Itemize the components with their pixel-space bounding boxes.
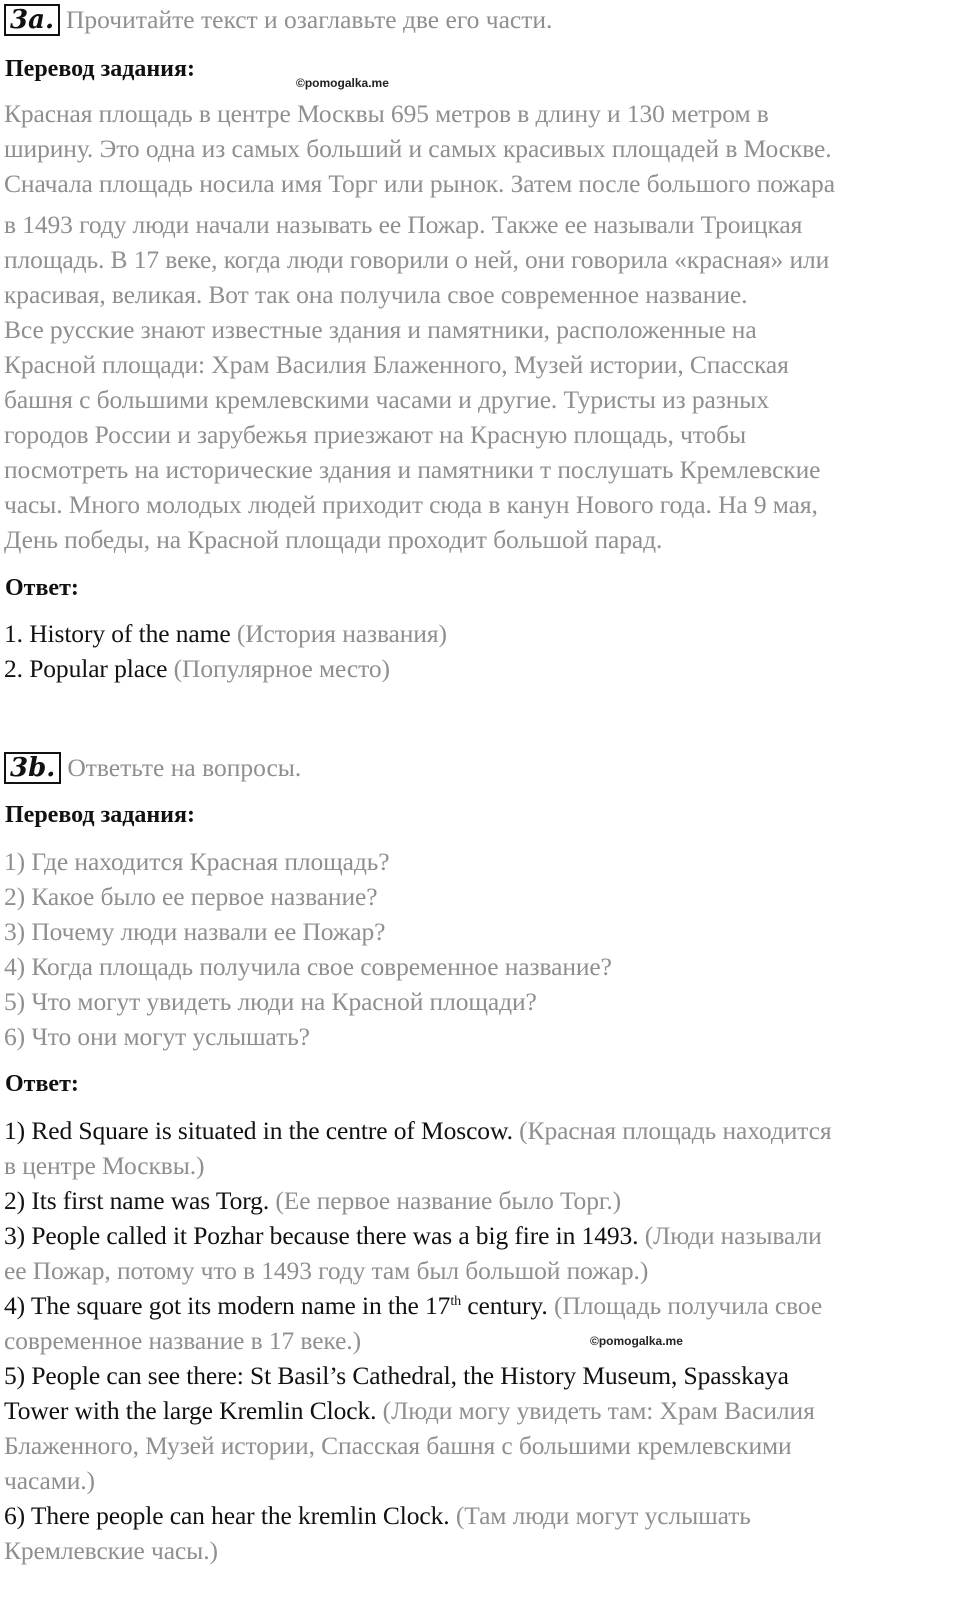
task-b-translation-heading: Перевод задания: <box>5 802 195 828</box>
answer-line <box>4 1359 789 1393</box>
answer-line <box>4 1289 822 1323</box>
answer-line <box>4 1429 792 1463</box>
text-line: Сначала площадь носила имя Торг или рынок. Затем после большого пожара <box>4 169 835 198</box>
task-a-header <box>4 3 552 37</box>
question-line: 6) Что они могут услышать? <box>4 1022 310 1051</box>
answer-line <box>4 1114 831 1148</box>
text-line: Все русские знают известные здания и памятники, расположенные на <box>4 315 757 344</box>
watermark-bottom: ©pomogalka.me <box>590 1334 683 1348</box>
question-line: 1) Где находится Красная площадь? <box>4 847 390 876</box>
answer-en: 1) Red Square is situated in the centre of Moscow. <box>4 1116 513 1145</box>
answer-ru: (Люди могу увидеть там: Храм Василия <box>376 1396 815 1425</box>
answer-ru: (Ее первое название было Торг.) <box>269 1186 622 1215</box>
question-line: 3) Почему люди назвали ее Пожар? <box>4 917 386 946</box>
answer-line <box>4 1149 204 1183</box>
question-line: 4) Когда площадь получила свое современное название? <box>4 952 612 981</box>
answer-en-part: century. <box>461 1291 548 1320</box>
superscript-th: th <box>450 1294 462 1309</box>
task-a-label: 3a. <box>4 4 60 36</box>
answer-ru: (Там люди могут услышать <box>449 1501 751 1530</box>
answer-ru: (Популярное место) <box>167 654 390 683</box>
answer-ru: часами.) <box>4 1466 95 1495</box>
answer-line <box>4 1219 822 1253</box>
answer-en-part: 4) The square got its modern name in the 17 <box>4 1291 451 1320</box>
answer-ru: современное название в 17 веке.) <box>4 1326 361 1355</box>
answer-en: 2. Popular place <box>4 654 168 683</box>
answer-line <box>4 617 447 651</box>
text-line: ширину. Это одна из самых больший и самых красивых площадей в Москве. <box>4 134 832 163</box>
answer-ru: Блаженного, Музей истории, Спасская башня с большими кремлевскими <box>4 1431 792 1460</box>
text-line: в 1493 году люди начали называть ее Пожар. Также ее называли Троицкая <box>4 210 803 239</box>
answer-line <box>4 1184 621 1218</box>
answer-ru: (Красная площадь находится <box>512 1116 832 1145</box>
text-line: площадь. В 17 веке, когда люди говорили о ней, они говорила «красная» или <box>4 245 830 274</box>
text-line: красивая, великая. Вот так она получила свое современное название. <box>4 280 748 309</box>
answer-ru: (История названия) <box>230 619 447 648</box>
answer-en: Tower with the large Kremlin Clock. <box>4 1396 377 1425</box>
answer-line <box>4 652 390 686</box>
question-line: 5) Что могут увидеть люди на Красной площади? <box>4 987 537 1016</box>
text-line: Красной площади: Храм Василия Блаженного, Музей истории, Спасская <box>4 350 789 379</box>
task-b-answer-heading: Ответ: <box>5 1071 79 1097</box>
answer-line <box>4 1499 751 1533</box>
task-b-label: 3b. <box>4 752 61 784</box>
text-line: часы. Много молодых людей приходит сюда в канун Нового года. На 9 мая, <box>4 490 818 519</box>
task-b-instruction: Ответьте на вопросы. <box>67 753 302 782</box>
answer-line <box>4 1464 95 1498</box>
question-line: 2) Какое было ее первое название? <box>4 882 378 911</box>
answer-ru: (Люди называли <box>638 1221 822 1250</box>
text-line: башня с большими кремлевскими часами и другие. Туристы из разных <box>4 385 769 414</box>
answer-line <box>4 1534 218 1568</box>
text-line: Красная площадь в центре Москвы 695 метров в длину и 130 метром в <box>4 99 769 128</box>
answer-en: 1. History of the name <box>4 619 231 648</box>
answer-line <box>4 1394 815 1428</box>
answer-ru: ее Пожар, потому что в 1493 году там был большой пожар.) <box>4 1256 649 1285</box>
answer-line <box>4 1324 361 1358</box>
text-line: посмотреть на исторические здания и памятники т послушать Кремлевские <box>4 455 821 484</box>
answer-ru: в центре Москвы.) <box>4 1151 205 1180</box>
answer-en: 5) People can see there: St Basil’s Cathedral, the History Museum, Spasskaya <box>4 1361 789 1390</box>
task-a-instruction: Прочитайте текст и озаглавьте две его части. <box>66 5 553 34</box>
answer-ru: Кремлевские часы.) <box>4 1536 218 1565</box>
task-b-header <box>4 751 301 785</box>
answer-line <box>4 1254 648 1288</box>
task-a-translation-heading: Перевод задания: <box>5 56 195 82</box>
answer-en: 3) People called it Pozhar because there was a big fire in 1493. <box>4 1221 639 1250</box>
answer-en: 6) There people can hear the kremlin Clock. <box>4 1501 450 1530</box>
answer-ru: (Площадь получила свое <box>547 1291 823 1320</box>
task-a-answer-heading: Ответ: <box>5 575 79 601</box>
answer-en <box>4 1291 548 1320</box>
answer-en: 2) Its first name was Torg. <box>4 1186 270 1215</box>
watermark-top: ©pomogalka.me <box>296 76 389 90</box>
text-line: городов России и зарубежья приезжают на Красную площадь, чтобы <box>4 420 746 449</box>
text-line: День победы, на Красной площади проходит большой парад. <box>4 525 663 554</box>
